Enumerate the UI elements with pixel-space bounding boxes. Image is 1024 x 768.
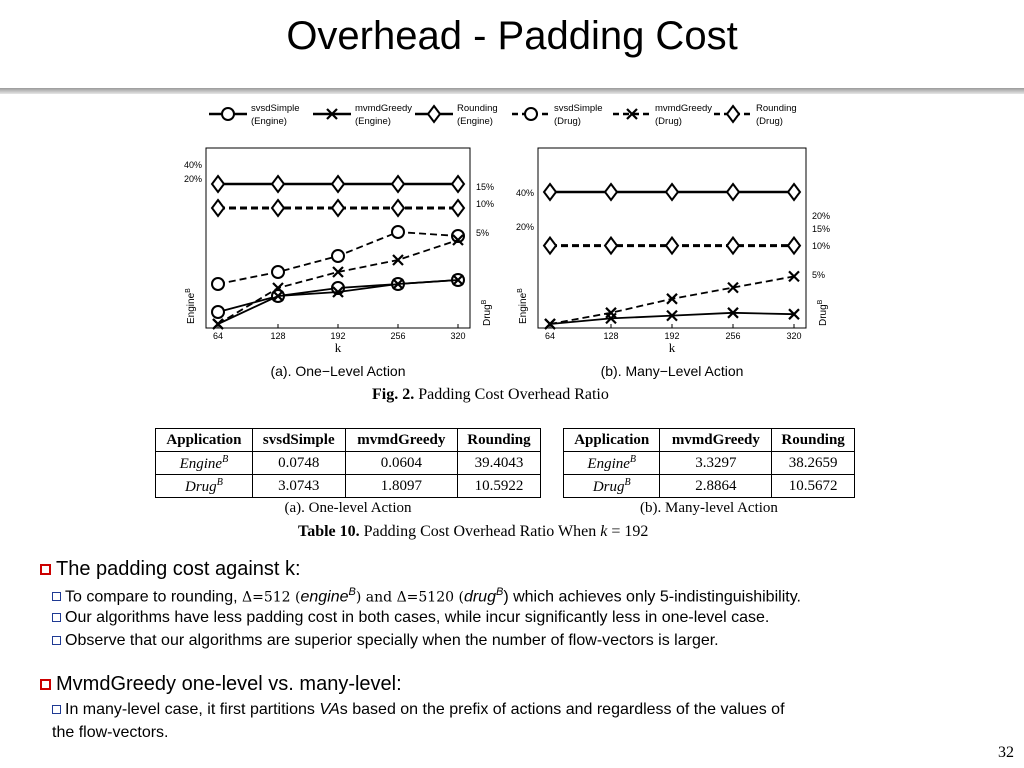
- sub-bullet-less-padding: [52, 609, 769, 627]
- bullet-text: The padding cost against k:: [56, 558, 301, 580]
- table-header-cell: mvmdGreedy: [660, 429, 772, 452]
- table-cell: 39.4043: [457, 452, 540, 475]
- chart-caption: (b). Many−Level Action: [600, 363, 744, 379]
- x-tick-label: 192: [330, 331, 346, 341]
- legend-label: svsdSimple: [251, 103, 300, 114]
- y-right-axis-label: Drug$^B$: [817, 299, 829, 326]
- table-row: [564, 452, 855, 475]
- table-cell: 38.2659: [772, 452, 855, 475]
- y-right-tick-label: 15%: [476, 182, 495, 192]
- x-tick-label: 320: [450, 331, 466, 341]
- y-right-tick-label: 10%: [812, 241, 831, 251]
- checkbox-bullet-icon: [52, 636, 61, 645]
- table10-eq: = 192: [611, 523, 649, 540]
- y-left-axis-label: Engine$^B$: [517, 288, 529, 324]
- y-left-axis-sup: B: [185, 288, 192, 293]
- data-point: [272, 266, 284, 278]
- legend-label: mvmdGreedy: [355, 103, 413, 114]
- legend-sublabel: (Engine): [251, 116, 287, 127]
- table-row: [156, 452, 541, 475]
- x-tick-label: 64: [212, 331, 224, 341]
- x-tick-label: 192: [664, 331, 680, 341]
- legend-label: svsdSimple: [554, 103, 603, 114]
- y-right-axis-sup: B: [817, 299, 824, 305]
- table-many-level: [563, 428, 855, 498]
- y-right-tick-label: 20%: [812, 211, 831, 221]
- legend-label: mvmdGreedy: [655, 103, 713, 114]
- table10-var: k: [600, 523, 608, 540]
- figure-caption-text: Padding Cost Overhead Ratio: [418, 386, 609, 403]
- table-b-caption: (b). Many-level Action: [640, 500, 778, 516]
- legend-marker: [222, 108, 234, 120]
- y-right-tick-label: 15%: [812, 224, 831, 234]
- legend-marker: [727, 106, 739, 122]
- table-cell: 10.5672: [772, 475, 855, 498]
- checkbox-bullet-icon: [52, 705, 61, 714]
- table-cell: 0.0748: [252, 452, 345, 475]
- x-tick-label: 256: [390, 331, 406, 341]
- y-right-tick-label: 5%: [476, 228, 490, 238]
- sub-bullet-text: To compare to rounding,: [65, 588, 238, 606]
- chart-legend: [205, 100, 815, 134]
- checkbox-bullet-icon: [40, 679, 51, 690]
- legend-marker: [428, 106, 440, 122]
- checkbox-bullet-icon: [40, 564, 51, 575]
- x-axis-label: k: [334, 340, 342, 355]
- table-header-cell: Rounding: [457, 429, 540, 452]
- table-app-cell: Engine$^B$: [156, 452, 253, 475]
- legend-marker: [525, 108, 537, 120]
- table-header-cell: Application: [156, 429, 253, 452]
- legend-sublabel: (Drug): [756, 116, 783, 127]
- math-delta-512: Δ=512 (: [242, 589, 301, 606]
- table-app-cell: Engine$^B$: [564, 452, 660, 475]
- table-header-cell: Application: [564, 429, 660, 452]
- engine-sup: B: [348, 586, 356, 598]
- x-tick-label: 256: [725, 331, 741, 341]
- table-row: [156, 475, 541, 498]
- table-header-cell: mvmdGreedy: [345, 429, 457, 452]
- x-tick-label: 128: [603, 331, 619, 341]
- figure-caption-label: Fig. 2.: [372, 386, 415, 403]
- checkbox-bullet-icon: [52, 613, 61, 622]
- y-left-tick-label: 40%: [515, 188, 534, 198]
- table-app-sup: B: [222, 453, 229, 465]
- sub-bullet-text: Our algorithms have less padding cost in both cases, while incur significantly less in one-level case.: [65, 609, 770, 626]
- legend-label: Rounding: [457, 103, 498, 114]
- table-cell: 2.8864: [660, 475, 772, 498]
- chart-many-level: [510, 140, 840, 380]
- y-right-tick-label: 5%: [812, 270, 826, 280]
- page-number: 32: [998, 744, 1014, 761]
- drug-sup: B: [495, 586, 504, 598]
- table-one-level: [155, 428, 541, 498]
- y-left-tick-label: 40%: [183, 160, 202, 170]
- math-delta-5120: ) and Δ=5120 (: [355, 589, 464, 606]
- data-point: [392, 226, 404, 238]
- sub-bullet-rounding: [52, 586, 801, 606]
- engine-term: engine: [300, 588, 349, 606]
- x-axis-label: k: [668, 340, 676, 355]
- sub-bullet-text: In many-level case, it first partitions: [65, 701, 315, 718]
- table10-caption: [298, 523, 648, 541]
- table-cell: 10.5922: [457, 475, 540, 498]
- table-cell: 3.0743: [252, 475, 345, 498]
- figure-caption: [372, 386, 609, 404]
- x-tick-label: 320: [786, 331, 802, 341]
- sub-bullet-partitions: [52, 701, 785, 719]
- table-app-cell: Drug$^B$: [564, 475, 660, 498]
- slide-title: Overhead - Padding Cost: [286, 14, 738, 58]
- y-left-axis-sup: B: [517, 288, 524, 293]
- table-cell: 1.8097: [345, 475, 457, 498]
- table-app-sup: B: [624, 476, 631, 488]
- table10-label: Table 10.: [298, 523, 360, 540]
- sub-bullet-continuation: the flow-vectors.: [52, 724, 169, 741]
- table-header-cell: svsdSimple: [252, 429, 345, 452]
- table10-text: Padding Cost Overhead Ratio When: [363, 523, 597, 540]
- table-cell: 3.3297: [660, 452, 772, 475]
- table-cell: 0.0604: [345, 452, 457, 475]
- chart-one-level: [168, 140, 508, 380]
- table-a-caption: (a). One-level Action: [284, 500, 412, 516]
- sub-bullet-superior: [52, 632, 719, 650]
- x-tick-label: 128: [270, 331, 286, 341]
- legend-sublabel: (Engine): [355, 116, 391, 127]
- title-divider: [0, 88, 1024, 94]
- va-term: VA: [319, 701, 340, 718]
- y-right-axis-label: Drug$^B$: [481, 299, 493, 326]
- legend-sublabel: (Drug): [655, 116, 682, 127]
- y-left-tick-label: 20%: [183, 174, 202, 184]
- legend-label: Rounding: [756, 103, 797, 114]
- checkbox-bullet-icon: [52, 592, 61, 601]
- table-app-sup: B: [216, 476, 223, 488]
- bullet-padding-cost: [40, 558, 301, 581]
- drug-term: drug: [463, 588, 496, 606]
- chart-caption: (a). One−Level Action: [270, 363, 406, 379]
- y-right-tick-label: 10%: [476, 199, 495, 209]
- data-point: [212, 278, 224, 290]
- bullet-text: MvmdGreedy one-level vs. many-level:: [56, 673, 402, 695]
- table-app-sup: B: [629, 453, 637, 465]
- x-tick-label: 64: [544, 331, 556, 341]
- data-point: [212, 306, 224, 318]
- y-left-tick-label: 20%: [515, 222, 534, 232]
- data-point: [332, 250, 344, 262]
- sub-bullet-text: ) which achieves only 5-indistinguishibility.: [503, 588, 801, 606]
- table-header-cell: Rounding: [772, 429, 855, 452]
- legend-sublabel: (Engine): [457, 116, 493, 127]
- bullet-mvmdgreedy: [40, 673, 402, 696]
- y-right-axis-sup: B: [481, 299, 488, 305]
- legend-sublabel: (Drug): [554, 116, 581, 127]
- table-row: [564, 475, 855, 498]
- sub-bullet-text: Observe that our algorithms are superior specially when the number of flow-vectors is larger.: [65, 632, 719, 649]
- sub-bullet-text: s based on the prefix of actions and regardless of the values of: [339, 701, 785, 718]
- y-left-axis-label: Engine$^B$: [185, 288, 197, 324]
- table-app-cell: Drug$^B$: [156, 475, 253, 498]
